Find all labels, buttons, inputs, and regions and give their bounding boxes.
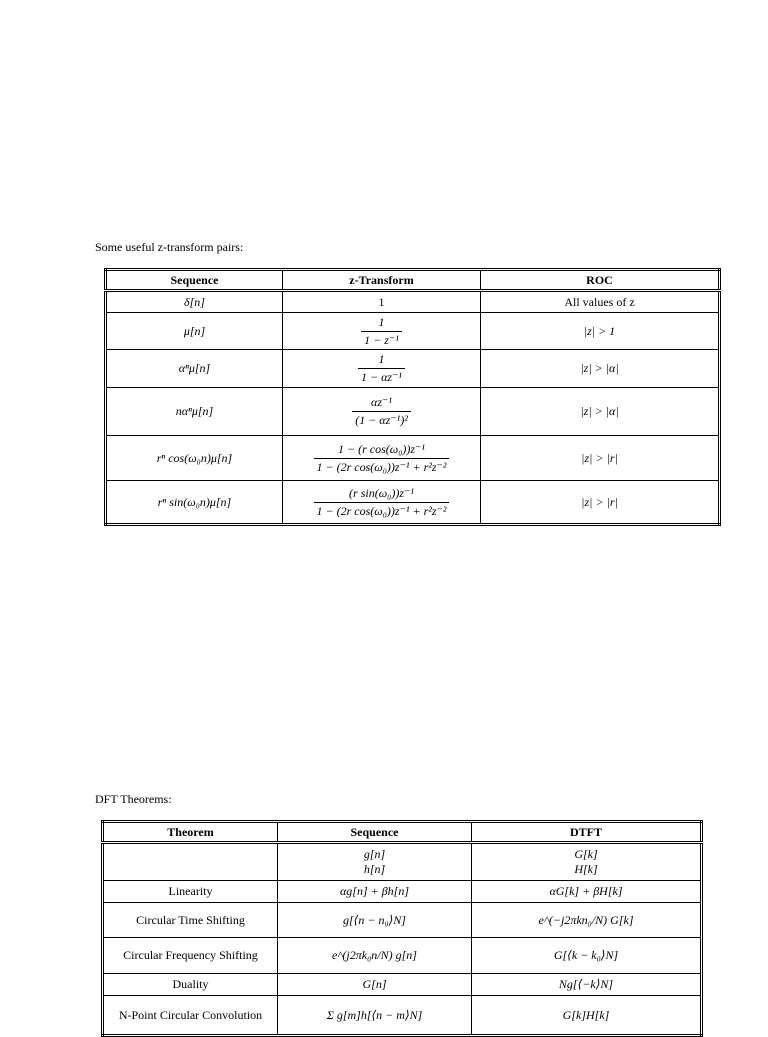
dtft-line: H[k] [574,862,598,876]
numerator: 1 [378,352,385,366]
table-row [106,436,720,481]
sequence-cell: e^(j2πk₀n/N) g[n] [278,938,472,974]
sequence-cell: nαⁿμ[n] [106,388,283,436]
numerator: 1 − (r cos(ω₀))z⁻¹ [338,441,425,456]
column-header: DTFT [472,822,702,843]
column-header: Sequence [278,822,472,843]
denominator: 1 − αz⁻¹ [358,368,405,385]
dtft-cell: Ng[⟨−k⟩N] [472,974,702,996]
table-row [106,388,720,436]
column-header: Sequence [106,270,283,291]
transform-cell [283,388,481,436]
transform-cell [283,350,481,388]
dtft-cell: G[k]H[k] [472,996,702,1036]
fraction [361,315,402,348]
theorem-cell: Duality [103,974,278,996]
table-row [103,996,702,1036]
transform-cell [283,436,481,481]
roc-cell: |z| > 1 [481,313,720,350]
theorem-cell: N-Point Circular Convolution [103,996,278,1036]
dft-caption: DFT Theorems: [95,792,172,806]
table-row [106,350,720,388]
table-row [103,903,702,938]
table-row [103,938,702,974]
table-header-row [103,822,702,843]
theorem-cell [103,843,278,881]
sequence-cell [278,843,472,881]
roc-cell: |z| > |r| [481,481,720,525]
roc-cell: |z| > |α| [481,388,720,436]
ztransform-table [104,268,721,526]
dtft-cell: αG[k] + βH[k] [472,881,702,903]
sequence-line: h[n] [363,862,386,876]
sequence-cell: G[n] [278,974,472,996]
table-row [103,843,702,881]
numerator: 1 [378,314,385,329]
transform-cell: 1 [283,291,481,313]
dtft-line: G[k] [574,847,598,861]
dtft-cell: G[⟨k − k₀⟩N] [472,938,702,974]
table-row [103,881,702,903]
fraction [314,442,450,475]
fraction [314,486,450,519]
theorem-cell: Circular Time Shifting [103,903,278,938]
denominator: 1 − z⁻¹ [361,331,402,348]
ztransform-caption: Some useful z-transform pairs: [95,240,244,254]
fraction [352,395,411,428]
theorem-cell: Circular Frequency Shifting [103,938,278,974]
theorem-cell: Linearity [103,881,278,903]
roc-cell: |z| > |α| [481,350,720,388]
dtft-cell [472,843,702,881]
table-row [106,291,720,313]
column-header: ROC [481,270,720,291]
sequence-cell: αg[n] + βh[n] [278,881,472,903]
dtft-cell: e^(−j2πkn₀/N) G[k] [472,903,702,938]
sequence-cell: μ[n] [106,313,283,350]
dft-theorems-table [101,820,703,1037]
table-row [106,481,720,525]
table-header-row [106,270,720,291]
sequence-cell: δ[n] [106,291,283,313]
sequence-cell: rⁿ cos(ω₀n)μ[n] [106,436,283,481]
numerator: αz⁻¹ [371,395,392,409]
fraction [358,352,405,385]
denominator: 1 − (2r cos(ω₀))z⁻¹ + r²z⁻² [314,502,450,519]
transform-cell [283,313,481,350]
roc-cell: |z| > |r| [481,436,720,481]
transform-cell [283,481,481,525]
denominator: (1 − αz⁻¹)² [352,411,411,428]
column-header: z-Transform [283,270,481,291]
denominator: 1 − (2r cos(ω₀))z⁻¹ + r²z⁻² [314,458,450,475]
sequence-cell: g[⟨n − n₀⟩N] [278,903,472,938]
sequence-cell: αⁿμ[n] [106,350,283,388]
numerator: (r sin(ω₀))z⁻¹ [349,485,414,500]
sequence-cell: Σ g[m]h[⟨n − m⟩N] [278,996,472,1036]
roc-cell: All values of z [481,291,720,313]
sequence-cell: rⁿ sin(ω₀n)μ[n] [106,481,283,525]
column-header: Theorem [103,822,278,843]
table-row [103,974,702,996]
sequence-line: g[n] [363,847,386,861]
table-row [106,313,720,350]
